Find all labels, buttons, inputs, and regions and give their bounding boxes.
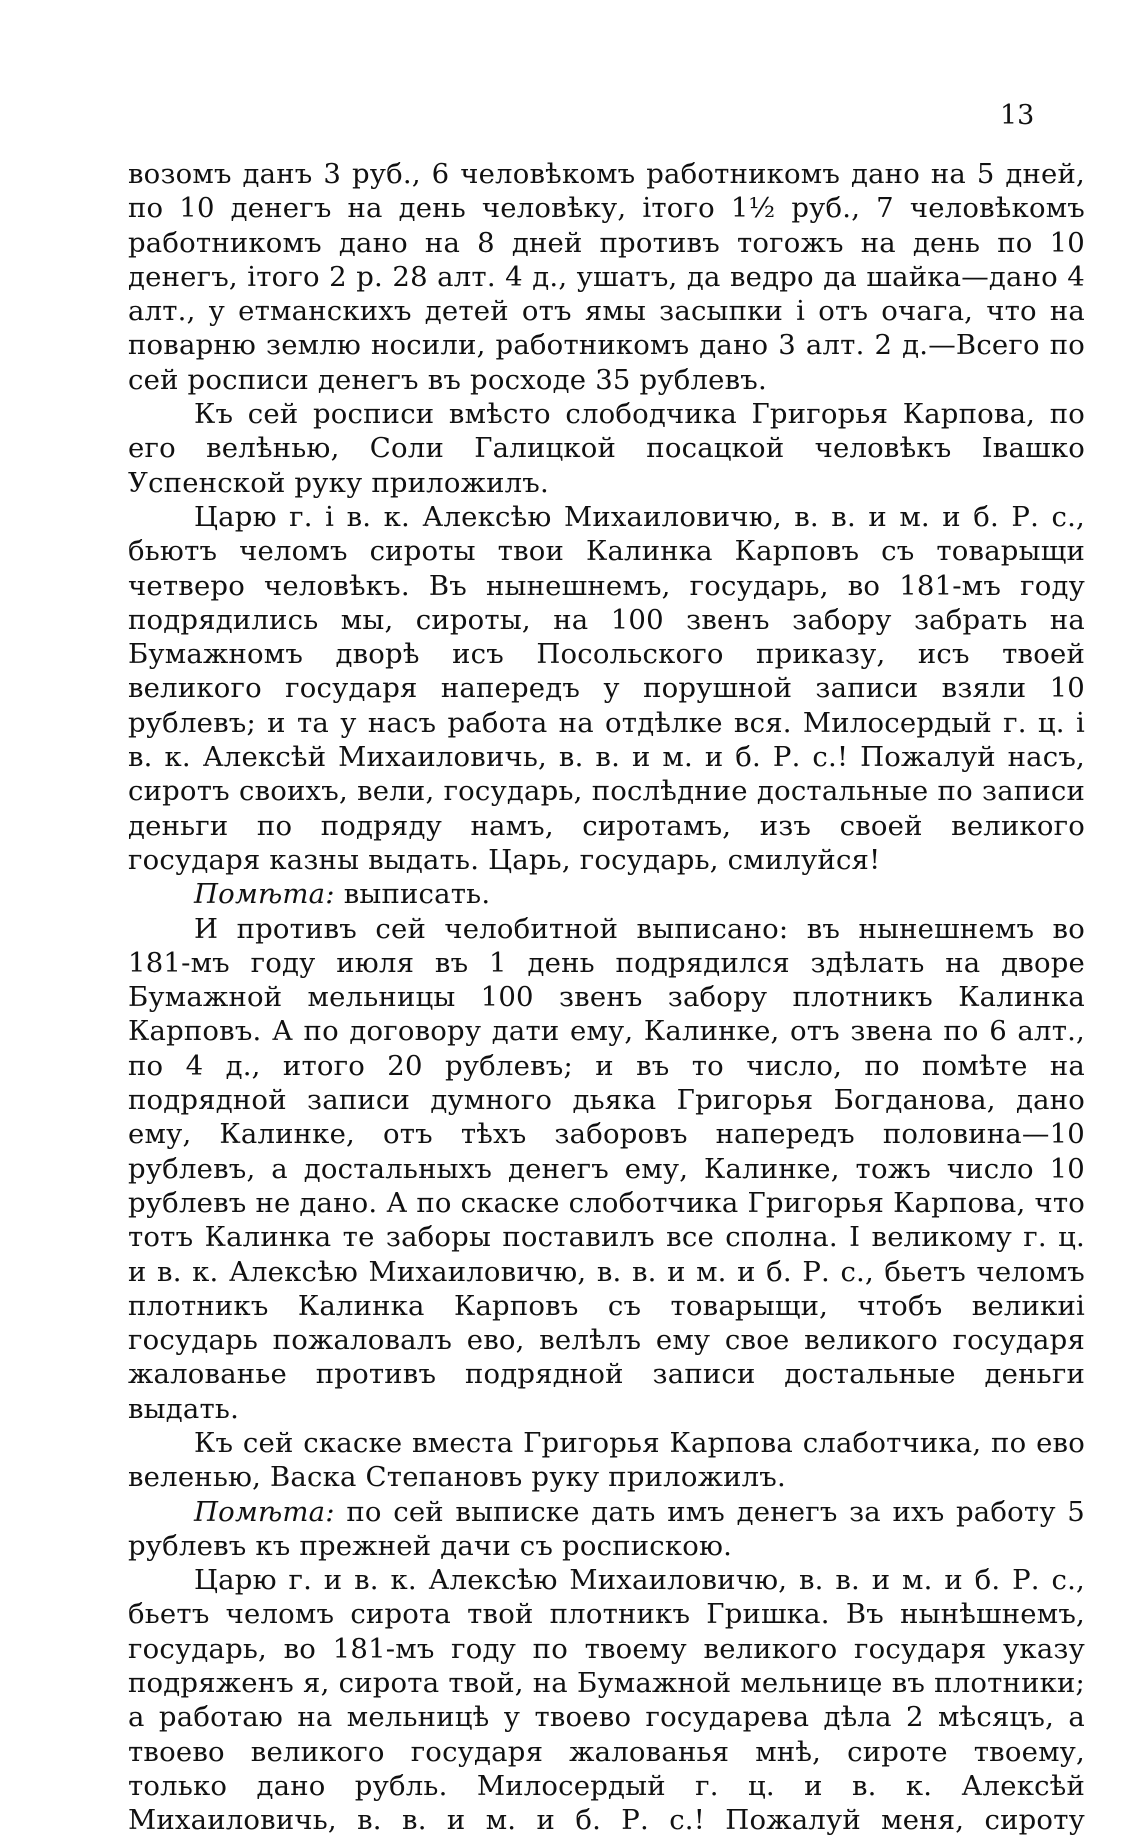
paragraph-4: И противъ сей челобитной выписано: въ нынешнемъ во 181-мъ году июля въ 1 день подрядился здѣлать на дворе Бумажной мельницы 100 звенъ забору плотникъ Калинка Карповъ. А по договору дати ему, Калинке, отъ звена по 6 алт., по 4 д., итого 20 рублевъ; и въ то число, по помѣте на подрядной записи думного дьяка Григорья Богданова, дано ему, Калинке, отъ тѣхъ заборовъ напередъ половина—10 рублевъ, а достальныхъ денегъ ему, Калинке, тожъ число 10 рублевъ не дано. А по скаске слоботчика Григорья Карпова, что тотъ Калинка те заборы поставилъ все сполна. І великому г. ц. и в. к. Алексѣю Михаиловичю, в. в. и м. и б. Р. с., бьетъ челомъ плотникъ Калинка Карповъ съ товарыщи, чтобъ великиі государь пожаловалъ ево, велѣлъ ему свое великого государя жалованье противъ подрядной записи достальные деньги выдать.	[128, 912, 1085, 1425]
paragraph-5: Къ сей скаске вместа Григорья Карпова слаботчика, по ево веленью, Васка Степановъ руку приложилъ.	[128, 1426, 1085, 1494]
note-text-1: выписать.	[343, 878, 491, 911]
note-text-2: по сей выписке дать имъ денегъ за ихъ работу 5 рублевъ къ прежней дачи съ роспискою.	[128, 1495, 1085, 1562]
paragraph-2: Къ сей росписи вмѣсто слободчика Григорья Карпова, по его велѣнью, Соли Галицкой посацкой человѣкъ Івашко Успенской руку приложилъ.	[128, 398, 1085, 499]
note-2	[128, 1495, 1085, 1564]
note-label-2: Помѣта:	[194, 1495, 335, 1528]
paragraph-3: Царю г. і в. к. Алексѣю Михаиловичю, в. в. и м. и б. Р. с., бьютъ челомъ сироты твои Калинка Карповъ съ товарыщи четверо человѣкъ. Въ нынешнемъ, государь, во 181-мъ году подрядились мы, сироты, на 100 звенъ забору забрать на Бумажномъ дворѣ исъ Посольского приказу, исъ твоей великого государя напередъ у порушной записи взяли 10 рублевъ; и та у насъ работа на отдѣлке вся. Милосердый г. ц. і в. к. Алексѣй Михаиловичь, в. в. и м. и б. Р. с.! Пожалуй насъ, сиротъ своихъ, вели, государь, послѣдние достальные по записи деньги по подряду намъ, сиротамъ, изъ своей великого государя казны выдать. Царь, государь, смилуйся!	[128, 500, 1085, 876]
body-text	[128, 157, 1085, 1838]
paragraph-1: возомъ данъ 3 руб., 6 человѣкомъ работникомъ дано на 5 дней, по 10 денегъ на день человѣку, ітого 1½ руб., 7 человѣкомъ работникомъ дано на 8 дней противъ тогожъ на день по 10 денегъ, ітого 2 р. 28 алт. 4 д., ушатъ, да ведро да шайка—дано 4 алт., у етманскихъ детей отъ ямы засыпки і отъ очага, что на поварню землю носили, работникомъ дано 3 алт. 2 д.—Всего по сей росписи денегъ въ росходе 35 рублевъ.	[128, 158, 1085, 396]
note-1	[128, 877, 1085, 911]
note-label-1: Помѣта:	[194, 878, 335, 911]
page-number: 13	[1000, 100, 1035, 131]
paragraph-6: Царю г. и в. к. Алексѣю Михаиловичю, в. в. и м. и б. Р. с., бьетъ челомъ сирота твой плотникъ Гришка. Въ нынѣшнемъ, государь, во 181-мъ году по твоему великого государя указу подряженъ я, сирота твой, на Бумажной мельнице въ плотники; а работаю на мельницѣ у твоево государева дѣла 2 мѣсяцъ, а твоево великого государя жалованья мнѣ, сироте твоему, только дано рубль. Милосердый г. ц. и в. к. Алексѣй Михаиловичь, в. в. и м. и б. Р. с.! Пожалуй меня, сироту	[128, 1564, 1085, 1837]
